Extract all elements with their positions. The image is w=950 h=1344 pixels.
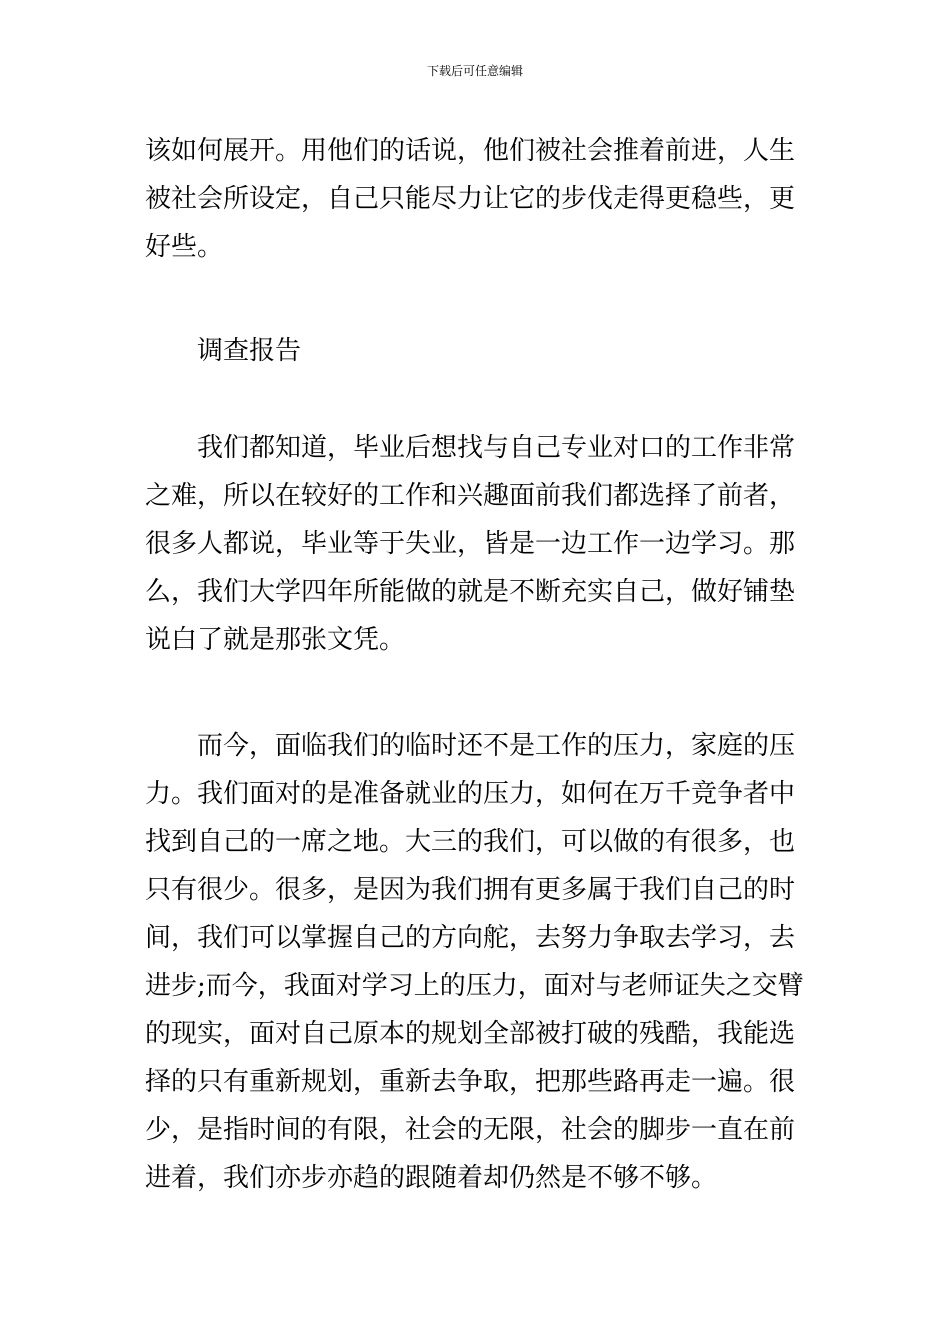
text-line: 很多人都说，毕业等于失业，皆是一边工作一边学习。那 bbox=[145, 529, 796, 559]
text-line: 进着，我们亦步亦趋的跟随着却仍然是不够不够。 bbox=[145, 1163, 718, 1193]
text-line: 力。我们面对的是准备就业的压力，如何在万千竞争者中 bbox=[145, 779, 796, 809]
paragraph-1 bbox=[145, 127, 815, 271]
text-line: 少，是指时间的有限，社会的无限，社会的脚步一直在前 bbox=[145, 1115, 796, 1145]
text-line: 说白了就是那张文凭。 bbox=[145, 625, 406, 655]
text-line: 间，我们可以掌握自己的方向舵，去努力争取去学习，去 bbox=[145, 923, 796, 953]
text-line: 进步;而今，我面对学习上的压力，面对与老师证失之交臂 bbox=[145, 971, 804, 1001]
text-line: 我们都知道，毕业后想找与自己专业对口的工作非常 bbox=[197, 433, 796, 463]
text-line: 么，我们大学四年所能做的就是不断充实自己，做好铺垫 bbox=[145, 577, 796, 607]
text-line: 之难，所以在较好的工作和兴趣面前我们都选择了前者， bbox=[145, 481, 796, 511]
text-line: 被社会所设定，自己只能尽力让它的步伐走得更稳些，更 bbox=[145, 184, 796, 214]
text-line: 只有很少。很多，是因为我们拥有更多属于我们自己的时 bbox=[145, 875, 796, 905]
text-line: 找到自己的一席之地。大三的我们，可以做的有很多，也 bbox=[145, 827, 796, 857]
text-line: 该如何展开。用他们的话说，他们被社会推着前进，人生 bbox=[145, 136, 796, 166]
heading-text: 调查报告 bbox=[197, 336, 302, 366]
text-line: 择的只有重新规划，重新去争取，把那些路再走一遍。很 bbox=[145, 1067, 796, 1097]
paragraph-3 bbox=[145, 424, 815, 664]
text-line: 而今，面临我们的临时还不是工作的压力，家庭的压 bbox=[197, 731, 796, 761]
section-heading bbox=[145, 327, 815, 375]
text-line: 好些。 bbox=[145, 232, 224, 262]
paragraph-4 bbox=[145, 722, 815, 1202]
text-line: 的现实，面对自己原本的规划全部被打破的残酷，我能选 bbox=[145, 1019, 796, 1049]
page-header: 下载后可任意编辑 bbox=[426, 64, 523, 78]
